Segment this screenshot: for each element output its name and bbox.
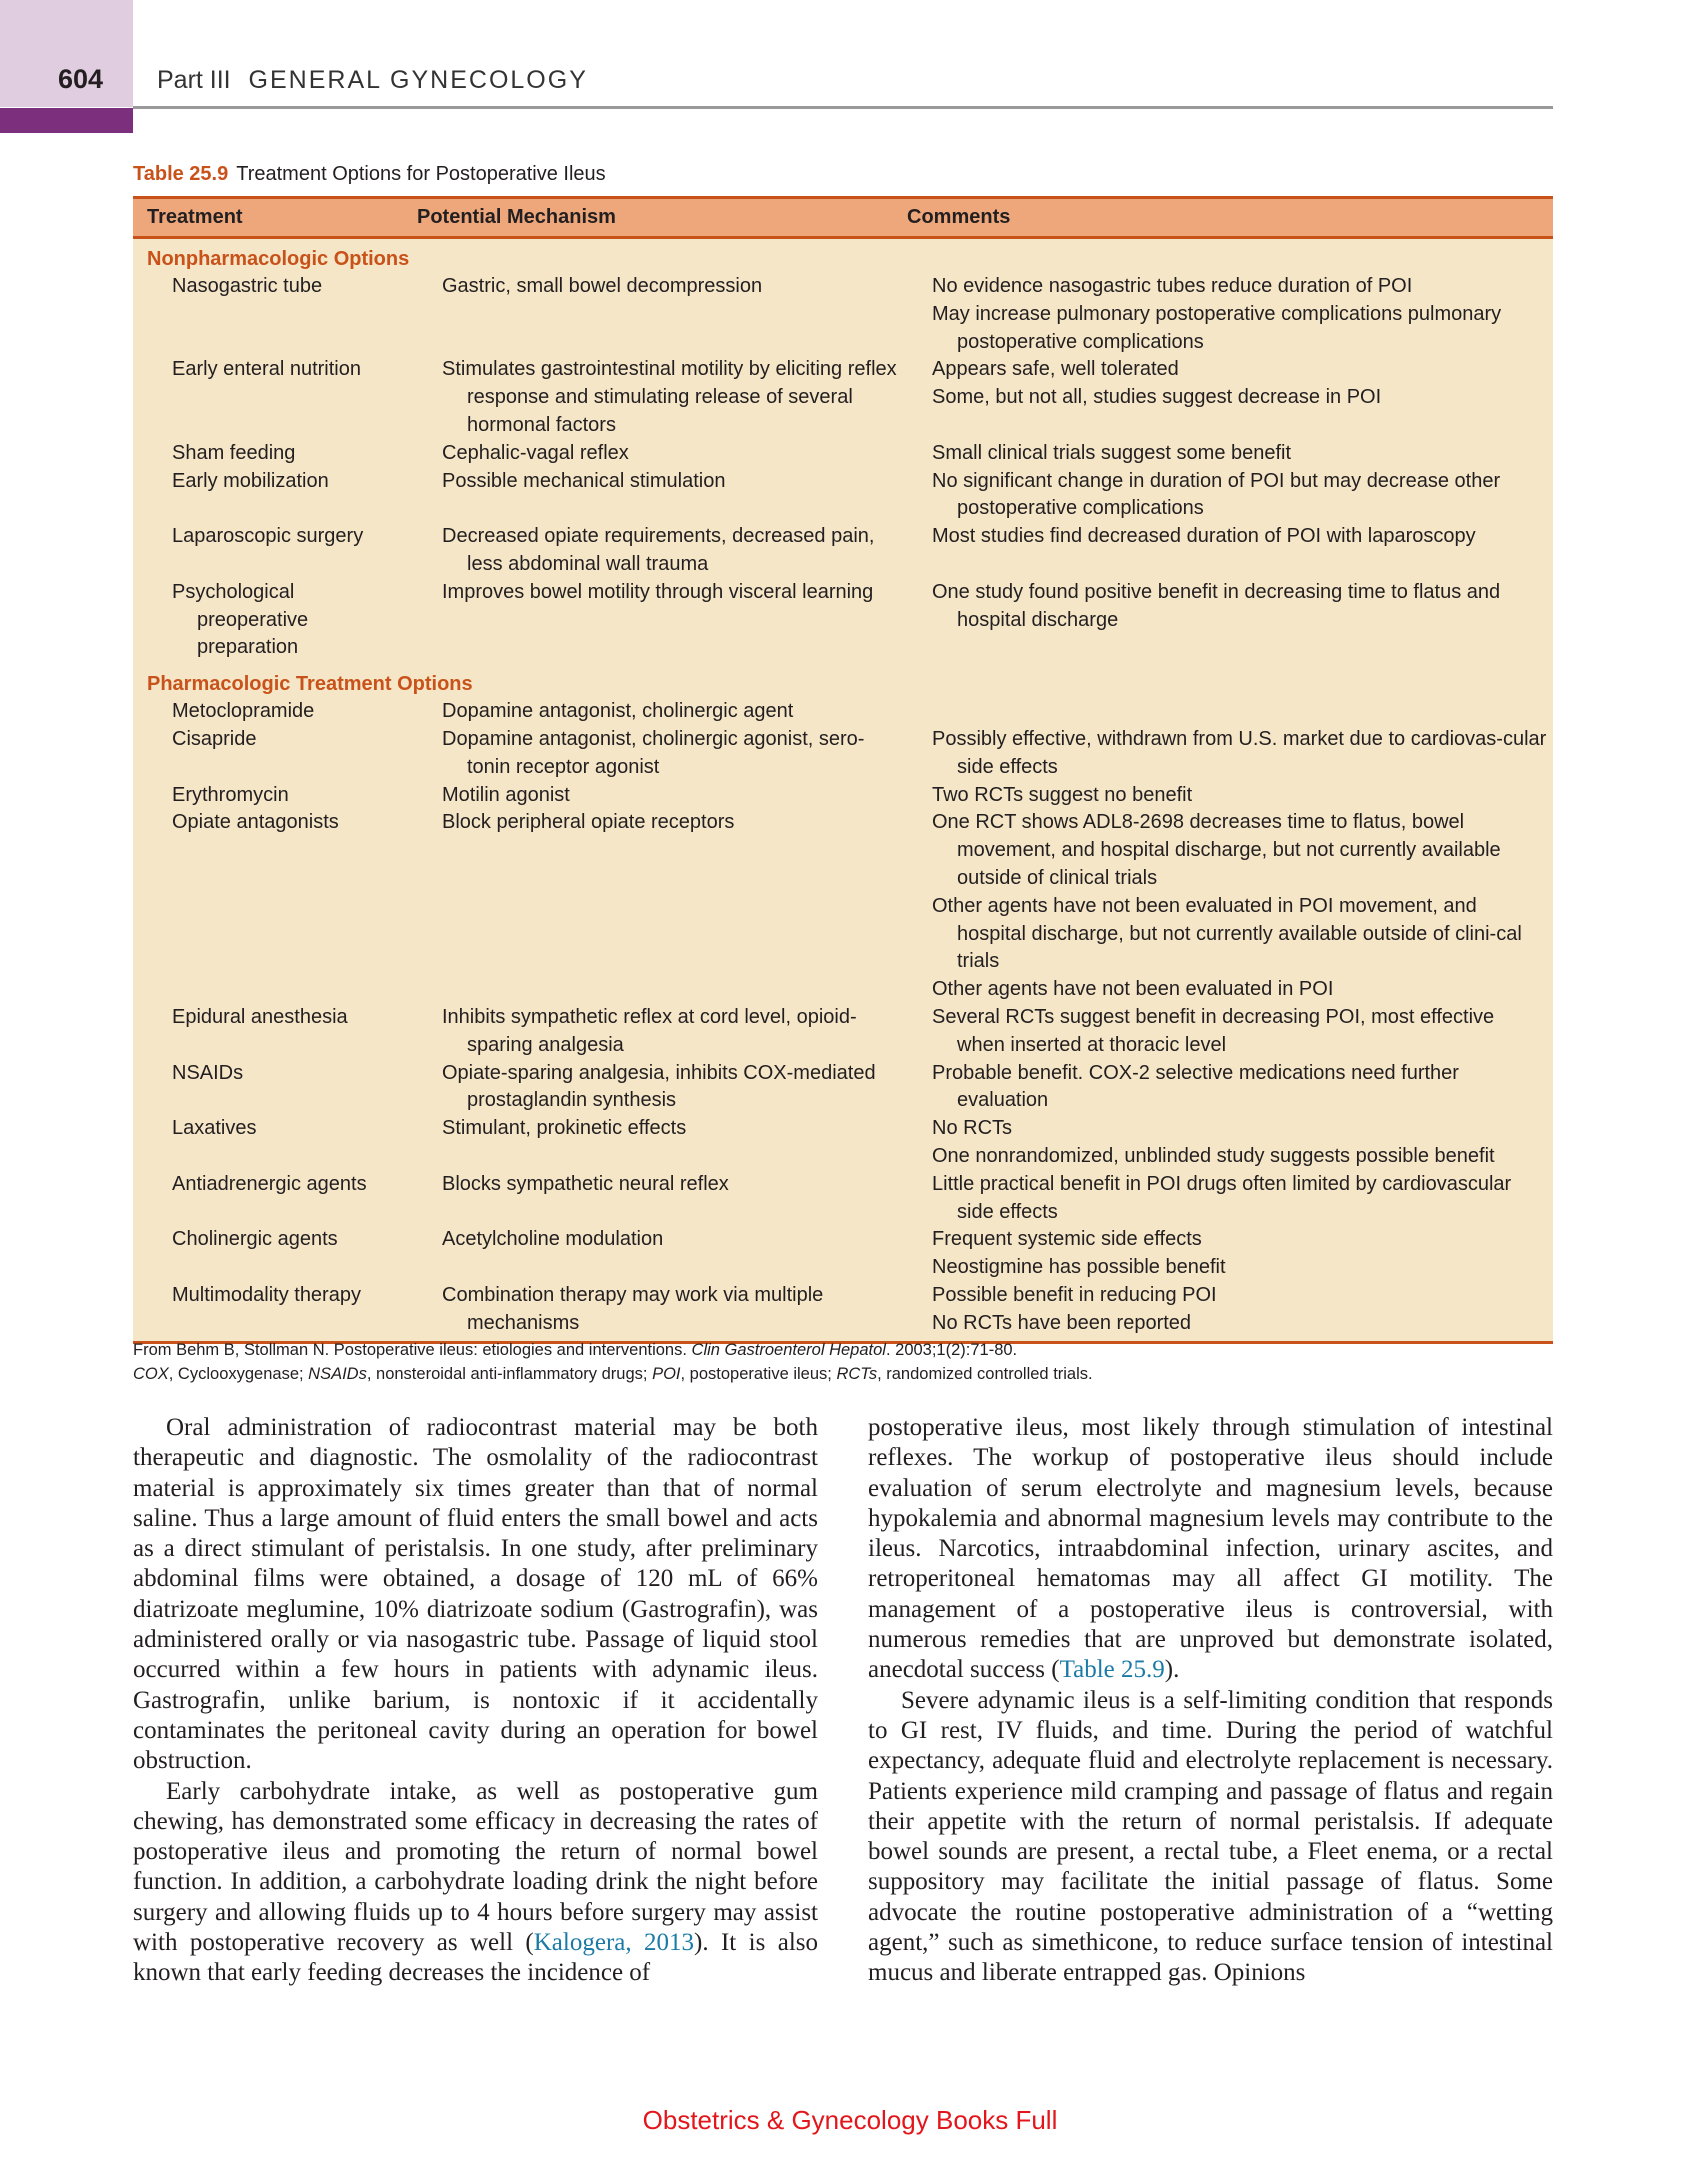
- mechanism-text: Stimulates gastrointestinal motility by eliciting reflex response and stimulating release of several hormonal factors: [442, 358, 897, 436]
- mechanism-cell: [409, 698, 899, 726]
- table-row: [133, 523, 1553, 579]
- treatment-text: Nasogastric tube: [172, 275, 323, 297]
- table-reference-link[interactable]: Table 25.9: [1059, 1656, 1165, 1684]
- comments-text: No RCTs have been reported: [932, 1311, 1192, 1334]
- treatment-cell: [133, 1171, 409, 1227]
- treatment-cell: [133, 1282, 409, 1338]
- mechanism-text: Block peripheral opiate receptors: [442, 811, 735, 834]
- mechanism-cell: [409, 468, 899, 524]
- table-row: [133, 356, 1553, 439]
- comments-text: Other agents have not been evaluated in POI movement, and hospital discharge, but not currently available outside of clini-cal trials: [932, 894, 1522, 973]
- abbr-def: , randomized controlled trials.: [877, 1365, 1093, 1383]
- treatment-text: Laparoscopic surgery: [172, 525, 364, 548]
- abbreviations-note: [133, 1362, 1093, 1386]
- mechanism-text: Acetylcholine modulation: [442, 1228, 664, 1251]
- comments-text: Appears safe, well tolerated: [932, 358, 1179, 381]
- table-row: [133, 579, 1553, 662]
- source-note: [133, 1338, 1093, 1362]
- table-row: [133, 809, 1553, 1004]
- mechanism-text: Decreased opiate requirements, decreased pain, less abdominal wall trauma: [442, 525, 875, 575]
- mechanism-cell: [409, 1060, 899, 1116]
- mechanism-text: Combination therapy may work via multiple mechanisms: [442, 1283, 824, 1334]
- table-row: [133, 726, 1553, 782]
- comments-cell: [899, 726, 1553, 782]
- comments-cell: [899, 1226, 1553, 1282]
- comments-text: Two RCTs suggest no benefit: [932, 783, 1193, 806]
- comments-text: No RCTs: [932, 1117, 1013, 1140]
- comments-text: Other agents have not been evaluated in POI: [932, 978, 1334, 1001]
- mechanism-text: Gastric, small bowel decompression: [442, 275, 763, 297]
- table-row: [133, 698, 1553, 726]
- treatment-table: [133, 196, 1553, 1344]
- text: postoperative ileus, most likely through stimulation of intestinal reflexes. The workup of postoperative ileus should include evaluation of serum electrolyte and magnesium levels, because hypokalemia and abnormal magnesium levels may contribute to the ileus. Narcotics, intraabdominal infection, urinary ascites, and retroperitoneal hematomas may all affect GI motility. The management of a postoperative ileus is controversial, with numerous remedies that are unproved but demonstrate isolated, anecdotal success (: [868, 1414, 1553, 1684]
- treatment-text: Antiadrenergic agents: [172, 1172, 367, 1195]
- mechanism-cell: [409, 1004, 899, 1060]
- comments-cell: [899, 468, 1553, 524]
- mechanism-cell: [409, 440, 899, 468]
- mechanism-text: Stimulant, prokinetic effects: [442, 1117, 687, 1140]
- comments-cell: [899, 579, 1553, 662]
- mechanism-cell: [409, 523, 899, 579]
- mechanism-cell: [409, 273, 899, 356]
- header-rule: [133, 106, 1553, 109]
- abbr: RCTs: [836, 1365, 878, 1383]
- comments-text: No significant change in duration of POI but may decrease other postoperative complications: [932, 469, 1501, 520]
- treatment-text: NSAIDs: [172, 1061, 244, 1084]
- abbr-def: , nonsteroidal anti-inflammatory drugs;: [366, 1365, 653, 1383]
- treatment-text: Cholinergic agents: [172, 1228, 338, 1251]
- table-label: Table 25.9: [133, 163, 229, 185]
- comments-text: May increase pulmonary postoperative complications pulmonary postoperative complications: [932, 302, 1502, 353]
- mechanism-text: Opiate-sparing analgesia, inhibits COX-mediated prostaglandin synthesis: [442, 1061, 876, 1112]
- comments-cell: [899, 523, 1553, 579]
- comments-cell: [899, 356, 1553, 439]
- col-header-treatment: Treatment: [147, 206, 243, 228]
- treatment-text: Metoclopramide: [172, 700, 315, 723]
- citation-link[interactable]: Kalogera, 2013: [533, 1929, 695, 1957]
- running-header: [157, 66, 588, 95]
- section-heading: Nonpharmacologic Options: [147, 248, 410, 270]
- mechanism-cell: [409, 1115, 899, 1171]
- comments-cell: [899, 273, 1553, 356]
- mechanism-text: Improves bowel motility through visceral learning: [442, 580, 874, 603]
- comments-text: Probable benefit. COX-2 selective medications need further evaluation: [932, 1061, 1459, 1112]
- paragraph: Severe adynamic ileus is a self-limiting condition that responds to GI rest, IV fluids, and time. During the period of watchful expectancy, adequate fluid and electrolyte replacement is necessary. Patients experience mild cramping and passage of flatus and regain their appetite with the return of normal peristalsis. If adequate bowel sounds are present, a rectal tube, a Fleet enema, or a rectal suppository may facilitate the initial passage of flatus. Some advocate the routine postoperative administration of a “wetting agent,” such as simethicone, to reduce surface tension of intestinal mucus and liberate entrapped gas. Opinions: [868, 1686, 1553, 1987]
- table-row: [133, 1115, 1553, 1171]
- mechanism-cell: [409, 782, 899, 810]
- table-footnotes: [133, 1338, 1093, 1386]
- treatment-text: Laxatives: [172, 1117, 257, 1140]
- treatment-cell: [133, 1226, 409, 1282]
- treatment-text: Opiate antagonists: [172, 811, 339, 834]
- page-tab-accent: [0, 108, 133, 133]
- treatment-cell: [133, 809, 409, 1004]
- mechanism-cell: [409, 809, 899, 1004]
- comments-text: Possibly effective, withdrawn from U.S. market due to cardiovas-cular side effects: [932, 727, 1547, 778]
- treatment-cell: [133, 356, 409, 439]
- table-row: [133, 1060, 1553, 1116]
- table-row: [133, 1282, 1553, 1338]
- comments-cell: [899, 1060, 1553, 1116]
- comments-text: Little practical benefit in POI drugs often limited by cardiovascular side effects: [932, 1172, 1512, 1223]
- treatment-cell: [133, 579, 409, 662]
- abbr: COX: [133, 1365, 169, 1383]
- mechanism-text: Motilin agonist: [442, 783, 570, 806]
- treatment-cell: [133, 440, 409, 468]
- comments-cell: [899, 1171, 1553, 1227]
- mechanism-text: Blocks sympathetic neural reflex: [442, 1172, 729, 1195]
- body-column-right: [868, 1413, 1553, 1989]
- paragraph: [133, 1777, 818, 1989]
- comments-cell: [899, 440, 1553, 468]
- treatment-cell: [133, 726, 409, 782]
- mechanism-cell: [409, 1171, 899, 1227]
- table-row: [133, 1004, 1553, 1060]
- section-heading: Pharmacologic Treatment Options: [147, 673, 473, 696]
- mechanism-text: Cephalic-vagal reflex: [442, 441, 629, 464]
- comments-cell: [899, 1282, 1553, 1338]
- treatment-text: Cisapride: [172, 727, 257, 750]
- treatment-cell: [133, 1060, 409, 1116]
- col-header-comments: Comments: [907, 206, 1011, 228]
- treatment-text: Multimodality therapy: [172, 1283, 361, 1306]
- abbr-def: , Cyclooxygenase;: [168, 1365, 309, 1383]
- body-column-left: [133, 1413, 818, 1989]
- mechanism-cell: [409, 579, 899, 662]
- watermark: Obstetrics & Gynecology Books Full: [642, 2105, 1058, 2135]
- comments-cell: [899, 1115, 1553, 1171]
- comments-text: Frequent systemic side effects: [932, 1228, 1202, 1251]
- comments-text: Most studies find decreased duration of POI with laparoscopy: [932, 525, 1476, 548]
- part-label: Part III: [157, 66, 231, 94]
- mechanism-cell: [409, 1282, 899, 1338]
- treatment-text: Erythromycin: [172, 783, 289, 806]
- mechanism-text: Dopamine antagonist, cholinergic agent: [442, 700, 794, 723]
- treatment-cell: [133, 1004, 409, 1060]
- comments-text: Possible benefit in reducing POI: [932, 1283, 1217, 1306]
- table-row: [133, 273, 1553, 356]
- comments-text: Small clinical trials suggest some benefit: [932, 441, 1292, 464]
- mechanism-text: Inhibits sympathetic reflex at cord level, opioid-sparing analgesia: [442, 1005, 857, 1056]
- table-header: [133, 196, 1553, 239]
- source-journal: Clin Gastroenterol Hepatol: [691, 1341, 886, 1359]
- text: ). It is also known that early feeding decreases the incidence of: [133, 1929, 818, 1987]
- comments-cell: [899, 1004, 1553, 1060]
- comments-text: Several RCTs suggest benefit in decreasing POI, most effective when inserted at thoracic level: [932, 1005, 1495, 1056]
- table-title: Treatment Options for Postoperative Ileus: [236, 163, 606, 185]
- mechanism-text: Dopamine antagonist, cholinergic agonist, sero-tonin receptor agonist: [442, 727, 865, 778]
- treatment-text: Psychological preoperative preparation: [172, 580, 309, 659]
- comments-text: Neostigmine has possible benefit: [932, 1256, 1226, 1279]
- comments-text: No evidence nasogastric tubes reduce duration of POI: [932, 275, 1413, 297]
- table-body: [133, 239, 1553, 1341]
- treatment-cell: [133, 1115, 409, 1171]
- abbr: NSAIDs: [308, 1365, 367, 1383]
- comments-cell: [899, 782, 1553, 810]
- source-citation: . 2003;1(2):71-80.: [885, 1341, 1018, 1359]
- table-row: [133, 1171, 1553, 1227]
- paragraph: [868, 1413, 1553, 1686]
- paragraph: Oral administration of radiocontrast material may be both therapeutic and diagnostic. The osmolality of the radiocontrast material is approximately six times greater than that of normal saline. Thus a large amount of fluid enters the small bowel and acts as a direct stimulant of peristalsis. In one study, after preliminary abdominal films were obtained, a dosage of 120 mL of 66% diatrizoate meglumine, 10% diatrizoate sodium (Gastrografin), was administered orally or via nasogastric tube. Passage of liquid stool occurred within a few hours in patients with adynamic ileus. Gastrografin, unlike barium, is nontoxic if it accidentally contaminates the peritoneal cavity during an operation for bowel obstruction.: [133, 1414, 818, 1775]
- treatment-text: Sham feeding: [172, 441, 296, 464]
- comments-text: One nonrandomized, unblinded study suggests possible benefit: [932, 1144, 1495, 1167]
- treatment-cell: [133, 468, 409, 524]
- table-row: [133, 1226, 1553, 1282]
- treatment-text: Epidural anesthesia: [172, 1005, 348, 1028]
- table-caption: [133, 163, 606, 186]
- treatment-cell: [133, 273, 409, 356]
- treatment-cell: [133, 523, 409, 579]
- table-row: [133, 468, 1553, 524]
- text: Early carbohydrate intake, as well as postoperative gum chewing, has demonstrated some efficacy in decreasing the rates of postoperative ileus and promoting the return of normal bowel function. In addition, a carbohydrate loading drink the night before surgery and allowing fluids up to 4 hours before surgery may assist with postoperative recovery as well (: [133, 1777, 818, 1957]
- treatment-text: Early enteral nutrition: [172, 358, 361, 381]
- comments-cell: [899, 809, 1553, 1004]
- mechanism-cell: [409, 1226, 899, 1282]
- mechanism-cell: [409, 726, 899, 782]
- section-label: GENERAL GYNECOLOGY: [248, 66, 588, 94]
- treatment-cell: [133, 698, 409, 726]
- comments-cell: [899, 698, 1553, 726]
- comments-text: One study found positive benefit in decreasing time to flatus and hospital discharge: [932, 580, 1501, 631]
- comments-text: Some, but not all, studies suggest decrease in POI: [932, 386, 1382, 409]
- page-number: 604: [58, 64, 104, 94]
- text: ).: [1164, 1656, 1180, 1684]
- treatment-cell: [133, 782, 409, 810]
- col-header-mechanism: Potential Mechanism: [417, 206, 616, 228]
- table-row: [133, 782, 1553, 810]
- comments-text: One RCT shows ADL8-2698 decreases time to flatus, bowel movement, and hospital discharge, but not currently available outside of clinical trials: [932, 811, 1501, 889]
- table-row: [133, 440, 1553, 468]
- mechanism-cell: [409, 356, 899, 439]
- mechanism-text: Possible mechanical stimulation: [442, 469, 726, 492]
- abbr-def: , postoperative ileus;: [680, 1365, 837, 1383]
- treatment-text: Early mobilization: [172, 469, 329, 492]
- source-text: From Behm B, Stollman N. Postoperative ileus: etiologies and interventions.: [133, 1341, 692, 1359]
- abbr: POI: [652, 1365, 681, 1383]
